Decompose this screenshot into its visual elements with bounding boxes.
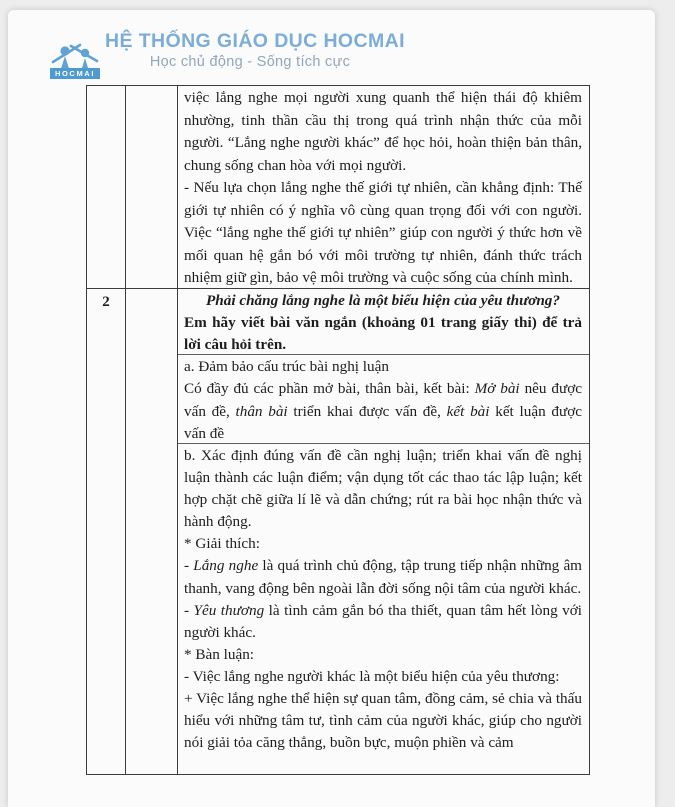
text-segment: là tình cảm gắn bó tha thiết, quan tâm hết lòng với người khác. xyxy=(184,601,583,641)
paragraph: b. Xác định đúng vấn đề cần nghị luận; triển khai vấn đề nghị luận thành các luận điểm; vận dụng tốt các thao tác lập luận; kết hợp chặt chẽ giữa lí lẽ và dẫn chứng; rút ra bài học nhận thức và hành động. xyxy=(184,447,582,531)
brand-text xyxy=(105,30,405,70)
table-row-continuation xyxy=(87,86,589,289)
criterion-b-cell xyxy=(178,444,589,774)
text-segment: Có đầy đủ các phần mở bài, thân bài, kết bài: xyxy=(184,380,475,398)
table-row-question-2 xyxy=(87,289,589,774)
brand-title: HỆ THỐNG GIÁO DỤC HOCMAI xyxy=(105,30,405,52)
paragraph: việc lắng nghe mọi người xung quanh thể hiện thái độ khiêm nhường, tinh thần cầu thị trong quá trình nhận thức của mỗi người. “Lắng nghe người khác” để học hỏi, hoàn thiện bản thân, chung sống chan hòa với mọi người. xyxy=(184,89,582,174)
text-segment: triển khai được vấn đề, xyxy=(287,402,447,420)
criterion-a-cell xyxy=(178,355,589,444)
question-title: Phải chăng lắng nghe là một biểu hiện của yêu thương? xyxy=(206,292,560,309)
document-page xyxy=(8,10,655,807)
paragraph: * Giải thích: xyxy=(184,535,260,553)
paragraph: * Bàn luận: xyxy=(184,645,255,663)
paragraph: + Việc lắng nghe thể hiện sự quan tâm, đồng cảm, sẻ chia và thấu hiểu với những tâm tư, tình cảm của người khác, giúp cho người nói giải tỏa căng thẳng, buồn bực, muộn phiền và cảm xyxy=(184,690,582,752)
paragraph: - Nếu lựa chọn lắng nghe thế giới tự nhiên, cần khẳng định: Thế giới tự nhiên có ý nghĩa vô cùng quan trọng đối với con người. Việc “lắng nghe thế giới tự nhiên” giúp con người ý thức hơn về mối quan hệ gắn bó với môi trường tự nhiên, đánh thức trách nhiệm giữ gìn, bảo vệ môi trường và cuộc sống của chính mình. xyxy=(184,179,582,286)
paragraph xyxy=(184,378,582,445)
text-segment: là quá trình chủ động, tập trung tiếp nhận những âm thanh, vang động bên ngoài lẫn đời sống nội tâm của người khác. xyxy=(184,557,582,597)
question-number-cell: 2 xyxy=(87,289,126,774)
text-segment: nêu được vấn đề, xyxy=(184,380,582,420)
text-segment-italic: Lắng nghe xyxy=(193,557,259,575)
paragraph: - Việc lắng nghe người khác là một biểu hiện của yêu thương: xyxy=(184,667,560,685)
paragraph xyxy=(184,555,582,599)
hocmai-logo-badge: HOCMAI xyxy=(50,68,100,79)
text-segment: kết luận được vấn đề xyxy=(184,402,582,442)
paragraph xyxy=(184,600,582,644)
question-number-cell-empty xyxy=(87,86,126,288)
text-segment: - xyxy=(184,601,194,619)
continuation-text-cell xyxy=(178,86,589,288)
paragraph: a. Đảm bảo cấu trúc bài nghị luận xyxy=(184,358,389,375)
brand-tagline: Học chủ động - Sống tích cực xyxy=(149,54,351,70)
question-statement-cell xyxy=(178,289,589,355)
text-segment-italic: kết bài xyxy=(446,402,490,420)
answer-key-table xyxy=(86,85,590,775)
hocmai-logo-icon xyxy=(50,32,100,92)
question-content-cell xyxy=(178,289,589,774)
score-cell-empty xyxy=(126,289,178,774)
score-cell-empty xyxy=(126,86,178,288)
question-body: Em hãy viết bài văn ngắn (khoảng 01 trang giấy thi) để trả lời câu hỏi trên. xyxy=(184,314,582,353)
text-segment-italic: thân bài xyxy=(235,402,288,420)
text-segment-italic: Mở bài xyxy=(474,380,520,398)
text-segment-italic: Yêu thương xyxy=(193,601,265,619)
text-segment: - xyxy=(184,557,194,575)
